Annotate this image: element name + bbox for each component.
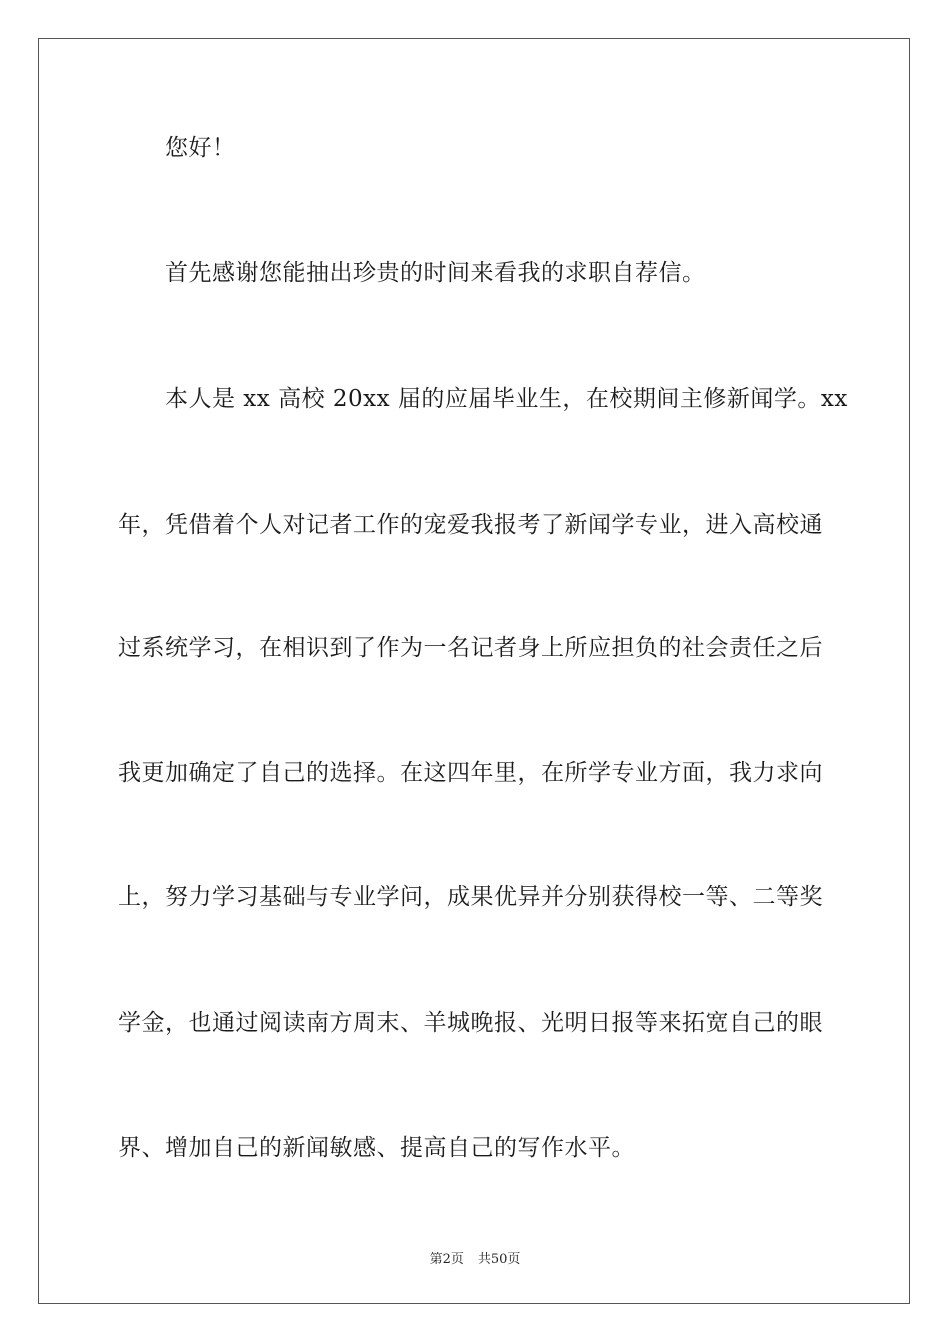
paragraph-line: 过系统学习，在相识到了作为一名记者身上所应担负的社会责任之后 [118, 635, 823, 661]
page-number-total: 共50页 [477, 1252, 521, 1267]
paragraph-line: 学金，也通过阅读南方周末、羊城晚报、光明日报等来拓宽自己的眼 [118, 1010, 823, 1036]
paragraph-line: 本人是 xx 高校 20xx 届的应届毕业生，在校期间主修新闻学。xx [165, 386, 848, 412]
page-number-current: 第2页 [429, 1252, 464, 1267]
page-border [38, 38, 910, 1304]
page-footer [0, 1248, 950, 1267]
paragraph-line: 上，努力学习基础与专业学问，成果优异并分别获得校一等、二等奖 [118, 884, 823, 910]
paragraph-line: 界、增加自己的新闻敏感、提高自己的写作水平。 [118, 1135, 635, 1161]
paragraph-intro: 首先感谢您能抽出珍贵的时间来看我的求职自荐信。 [165, 260, 706, 286]
greeting-text: 您好！ [165, 135, 236, 161]
paragraph-line: 年，凭借着个人对记者工作的宠爱我报考了新闻学专业，进入高校通 [118, 512, 823, 538]
paragraph-line: 我更加确定了自己的选择。在这四年里，在所学专业方面，我力求向 [118, 760, 823, 786]
